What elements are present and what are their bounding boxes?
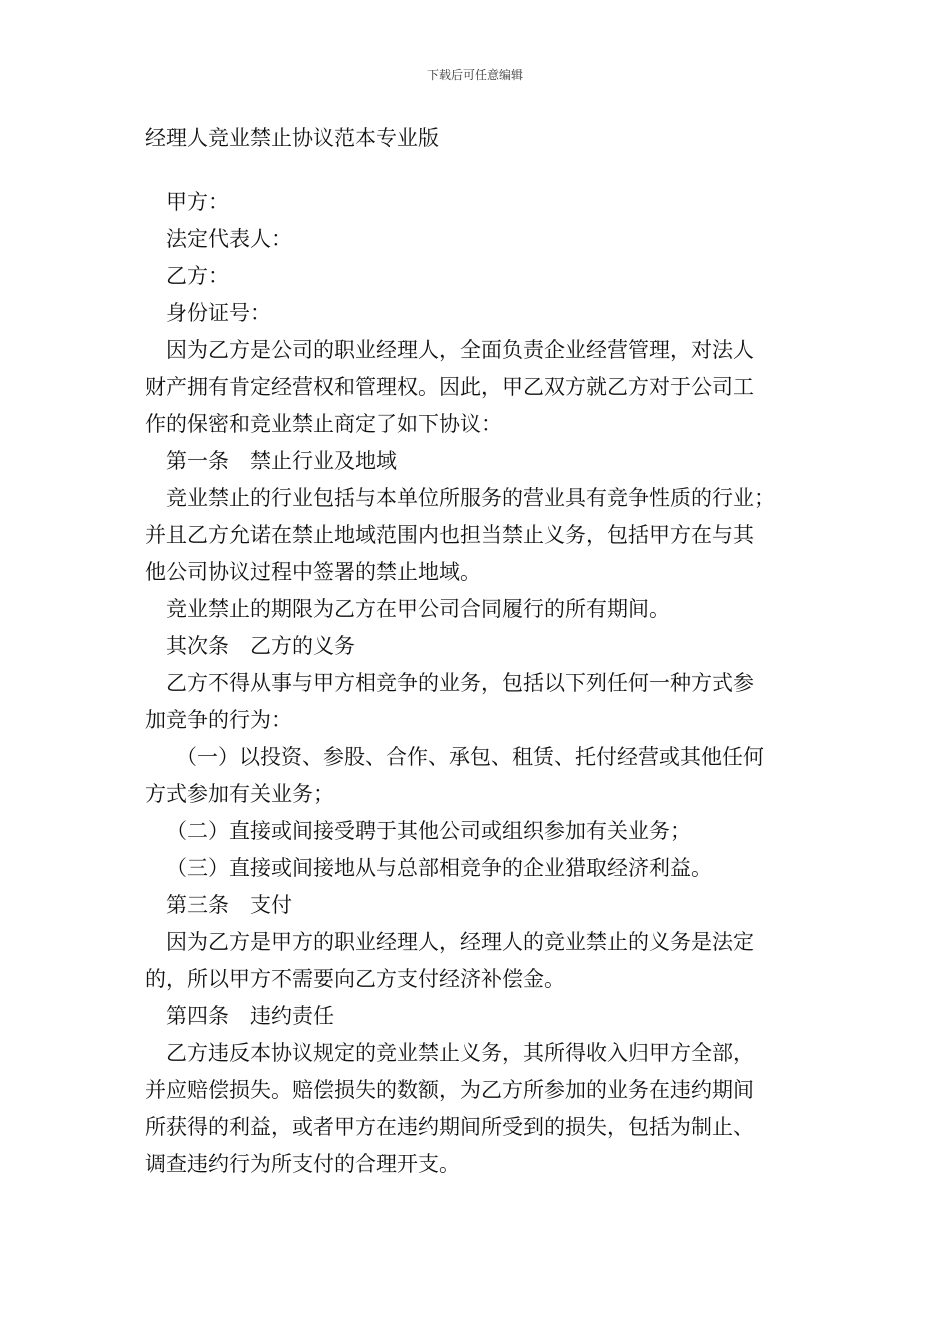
text-line: 因为乙方是甲方的职业经理人，经理人的竞业禁止的义务是法定 bbox=[166, 930, 754, 954]
text-line: 所获得的利益，或者甲方在违约期间所受到的损失，包括为制止、 bbox=[145, 1115, 754, 1139]
text-line: 第三条 支付 bbox=[166, 893, 292, 917]
text-line: 身份证号： bbox=[166, 301, 271, 325]
text-line: 竞业禁止的期限为乙方在甲公司合同履行的所有期间。 bbox=[166, 597, 670, 621]
text-line: 乙方违反本协议规定的竞业禁止义务，其所得收入归甲方全部， bbox=[166, 1041, 754, 1065]
text-line: 并且乙方允诺在禁止地域范围内也担当禁止义务，包括甲方在与其 bbox=[145, 523, 754, 547]
document-paragraphs bbox=[145, 184, 825, 1183]
text-line: 调查违约行为所支付的合理开支。 bbox=[145, 1152, 460, 1176]
text-line: 因为乙方是公司的职业经理人，全面负责企业经营管理，对法人 bbox=[166, 338, 754, 362]
text-line: 作的保密和竞业禁止商定了如下协议： bbox=[145, 412, 502, 436]
text-line: 的，所以甲方不需要向乙方支付经济补偿金。 bbox=[145, 967, 565, 991]
text-line: 财产拥有肯定经营权和管理权。因此，甲乙双方就乙方对于公司工 bbox=[145, 375, 754, 399]
text-line: 甲方： bbox=[166, 190, 229, 214]
document-title: 经理人竞业禁止协议范本专业版 bbox=[145, 126, 439, 150]
text-line: 他公司协议过程中签署的禁止地域。 bbox=[145, 560, 481, 584]
text-line: 乙方： bbox=[166, 264, 229, 288]
text-line: （二）直接或间接受聘于其他公司或组织参加有关业务； bbox=[166, 819, 691, 843]
text-line: 加竞争的行为： bbox=[145, 708, 292, 732]
text-line: 乙方不得从事与甲方相竞争的业务，包括以下列任何一种方式参 bbox=[166, 671, 754, 695]
text-line: （三）直接或间接地从与总部相竞争的企业猎取经济利益。 bbox=[166, 856, 712, 880]
page-header-note: 下载后可任意编辑 bbox=[426, 68, 523, 82]
text-line: 法定代表人： bbox=[166, 227, 292, 251]
text-line: 方式参加有关业务； bbox=[145, 782, 334, 806]
text-line: （一）以投资、参股、合作、承包、租赁、托付经营或其他任何 bbox=[176, 745, 764, 769]
text-line: 竞业禁止的行业包括与本单位所服务的营业具有竞争性质的行业； bbox=[166, 486, 775, 510]
text-line: 并应赔偿损失。赔偿损失的数额，为乙方所参加的业务在违约期间 bbox=[145, 1078, 754, 1102]
document-body bbox=[145, 118, 825, 1183]
text-line: 第四条 违约责任 bbox=[166, 1004, 334, 1028]
text-line: 其次条 乙方的义务 bbox=[166, 634, 355, 658]
text-line: 第一条 禁止行业及地域 bbox=[166, 449, 397, 473]
